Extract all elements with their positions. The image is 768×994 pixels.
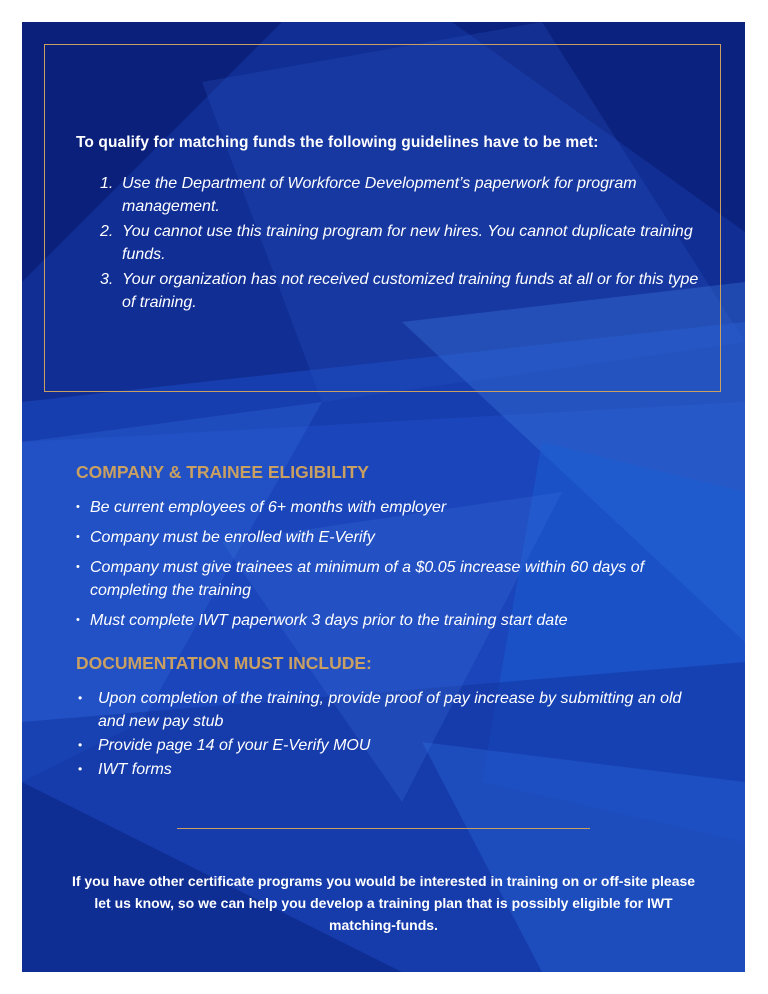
documentation-item: • Upon completion of the training, provide proof of pay increase by submitting an old and new pay stub (78, 687, 698, 733)
bullet-icon: • (76, 531, 80, 543)
eligibility-item: • Company must be enrolled with E-Verify (76, 526, 716, 549)
guideline-item (100, 172, 700, 218)
guideline-number: 2. (100, 223, 114, 240)
guideline-text: You cannot use this training program for new hires. You cannot duplicate training funds. (122, 223, 693, 263)
bullet-icon: • (78, 762, 83, 776)
footer-note: If you have other certificate programs you would be interested in training on or off-site please let us know, so we can help you develop a training plan that is possibly eligible for IWT matching-funds. (71, 873, 696, 933)
guideline-number: 3. (100, 271, 114, 288)
bullet-icon: • (78, 691, 83, 705)
guidelines-heading: To qualify for matching funds the following guidelines have to be met: (76, 134, 599, 151)
documentation-title: DOCUMENTATION MUST INCLUDE: (76, 653, 372, 673)
bullet-icon: • (76, 561, 80, 573)
bullet-icon: • (78, 738, 83, 752)
eligibility-list (76, 496, 716, 639)
guideline-item (100, 220, 700, 266)
guideline-number: 1. (100, 175, 114, 192)
documentation-item: • Provide page 14 of your E-Verify MOU (78, 734, 698, 757)
eligibility-item: • Must complete IWT paperwork 3 days prior to the training start date (76, 609, 716, 632)
eligibility-item: • Be current employees of 6+ months with employer (76, 496, 716, 519)
bullet-icon: • (76, 501, 80, 513)
documentation-item: • IWT forms (78, 758, 698, 781)
guideline-text: Use the Department of Workforce Development’s paperwork for program management. (122, 175, 637, 215)
bullet-icon: • (76, 614, 80, 626)
eligibility-title: COMPANY & TRAINEE ELIGIBILITY (76, 462, 369, 482)
guideline-item (100, 268, 700, 314)
eligibility-item: • Company must give trainees at minimum of a $0.05 increase within 60 days of completing the training (76, 556, 716, 602)
flyer-page (22, 22, 745, 972)
divider-line (177, 828, 590, 829)
guidelines-list (100, 172, 700, 316)
guideline-text: Your organization has not received customized training funds at all or for this type of training. (122, 271, 699, 311)
documentation-list (78, 687, 698, 782)
